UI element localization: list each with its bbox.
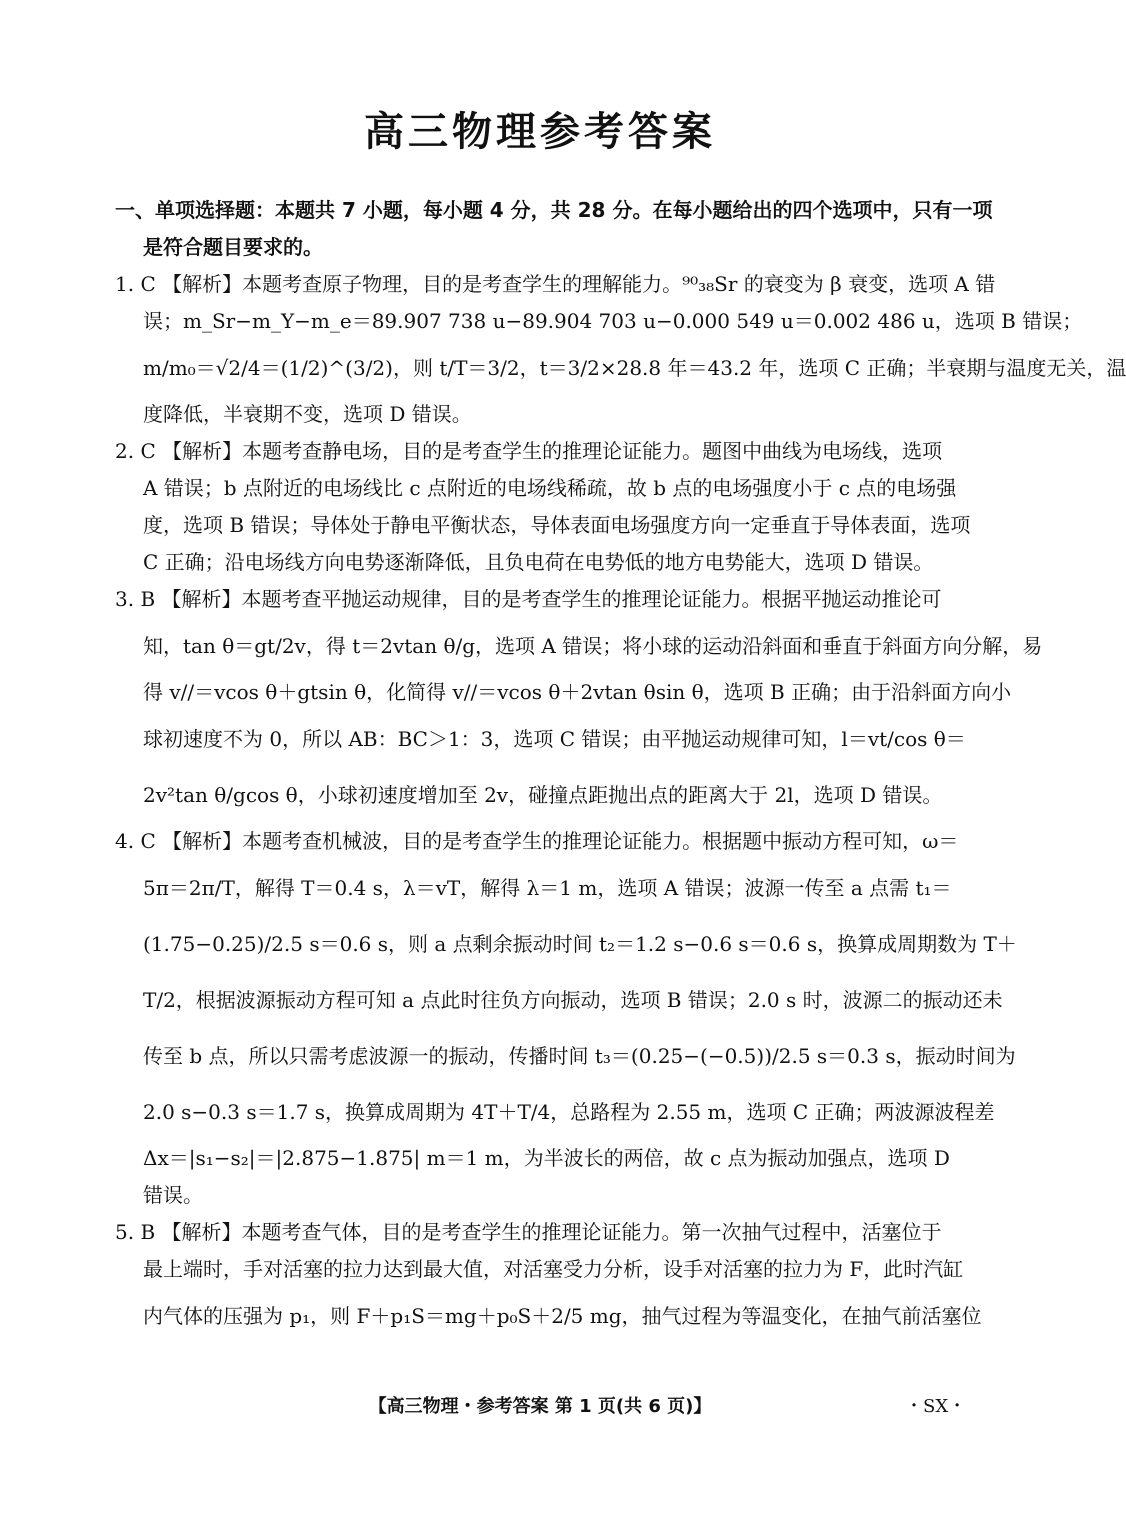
q3-line4: 球初速度不为 0，所以 AB：BC＞1：3，选项 C 错误；由平抛运动规律可知，l＝vt/cos θ＝	[143, 727, 966, 751]
q1-line3: m/m₀＝√2/4＝(1/2)^(3/2)，则 t/T＝3/2，t＝3/2×28.8 年＝43.2 年，选项 C 正确；半衰期与温度无关，温	[143, 356, 1126, 380]
q4-line2: 5π＝2π/T，解得 T＝0.4 s，λ＝vT，解得 λ＝1 m，选项 A 错误；波源一传至 a 点需 t₁＝	[143, 876, 952, 900]
q4-line5: 传至 b 点，所以只需考虑波源一的振动，传播时间 t₃＝(0.25−(−0.5))/2.5 s＝0.3 s，振动时间为	[143, 1044, 1016, 1068]
q1-line1: 1. C 【解析】本题考查原子物理，目的是考查学生的理解能力。⁹⁰₃₈Sr 的衰变为 β 衰变，选项 A 错	[115, 272, 996, 296]
q4-line6: 2.0 s−0.3 s＝1.7 s，换算成周期为 4T＋T/4，总路程为 2.55 m，选项 C 正确；两波源波程差	[143, 1100, 995, 1124]
q2-line1: 2. C 【解析】本题考查静电场，目的是考查学生的推理论证能力。题图中曲线为电场线，选项	[115, 439, 943, 463]
q4-line7: Δx＝|s₁−s₂|＝|2.875−1.875| m＝1 m，为半波长的两倍，故 c 点为振动加强点，选项 D	[143, 1146, 950, 1170]
answer-content	[115, 192, 1126, 1344]
q2-line2: A 错误；b 点附近的电场线比 c 点附近的电场线稀疏，故 b 点的电场强度小于 c 点的电场强	[143, 476, 957, 500]
q4-line8: 错误。	[143, 1183, 203, 1207]
q3-line5: 2v²tan θ/gcos θ，小球初速度增加至 2v，碰撞点距抛出点的距离大于 2l，选项 D 错误。	[143, 783, 943, 807]
q2-line3: 度，选项 B 错误；导体处于静电平衡状态，导体表面电场强度方向一定垂直于导体表面，选项	[143, 513, 971, 537]
page-title: 高三物理参考答案	[364, 109, 716, 155]
footer-code: ・SX・	[905, 1396, 967, 1417]
q4-line1: 4. C 【解析】本题考查机械波，目的是考查学生的推理论证能力。根据题中振动方程可知，ω＝	[115, 829, 959, 853]
section-heading-cont: 是符合题目要求的。	[143, 235, 323, 259]
q5-line3: 内气体的压强为 p₁，则 F＋p₁S＝mg＋p₀S＋2/5 mg，抽气过程为等温变化，在抽气前活塞位	[143, 1304, 982, 1328]
section-heading: 一、单项选择题：本题共 7 小题，每小题 4 分，共 28 分。在每小题给出的四个选项中，只有一项	[115, 198, 993, 222]
q3-line3: 得 v//＝vcos θ＋gtsin θ，化简得 v//＝vcos θ＋2vtan θsin θ，选项 B 正确；由于沿斜面方向小	[143, 680, 1012, 704]
footer-page-info: 【高三物理・参考答案 第 1 页(共 6 页)】	[368, 1396, 712, 1417]
q1-line4: 度降低，半衰期不变，选项 D 错误。	[143, 402, 472, 426]
q3-line1: 3. B 【解析】本题考查平抛运动规律，目的是考查学生的推理论证能力。根据平抛运动推论可	[115, 587, 942, 611]
q3-line2: 知，tan θ＝gt/2v，得 t＝2vtan θ/g，选项 A 错误；将小球的运动沿斜面和垂直于斜面方向分解，易	[143, 634, 1043, 658]
q5-line1: 5. B 【解析】本题考查气体，目的是考查学生的推理论证能力。第一次抽气过程中，活塞位于	[115, 1220, 942, 1244]
q2-line4: C 正确；沿电场线方向电势逐渐降低，且负电荷在电势低的地方电势能大，选项 D 错误。	[143, 550, 934, 574]
q5-line2: 最上端时，手对活塞的拉力达到最大值，对活塞受力分析，设手对活塞的拉力为 F，此时汽缸	[143, 1257, 964, 1281]
q1-line2: 误；m_Sr−m_Y−m_e＝89.907 738 u−89.904 703 u−0.000 549 u＝0.002 486 u，选项 B 错误；	[143, 309, 1083, 333]
q4-line3: (1.75−0.25)/2.5 s＝0.6 s，则 a 点剩余振动时间 t₂＝1.2 s−0.6 s＝0.6 s，换算成周期数为 T＋	[143, 932, 1017, 956]
q4-line4: T/2，根据波源振动方程可知 a 点此时往负方向振动，选项 B 错误；2.0 s 时，波源二的振动还未	[143, 988, 1003, 1012]
